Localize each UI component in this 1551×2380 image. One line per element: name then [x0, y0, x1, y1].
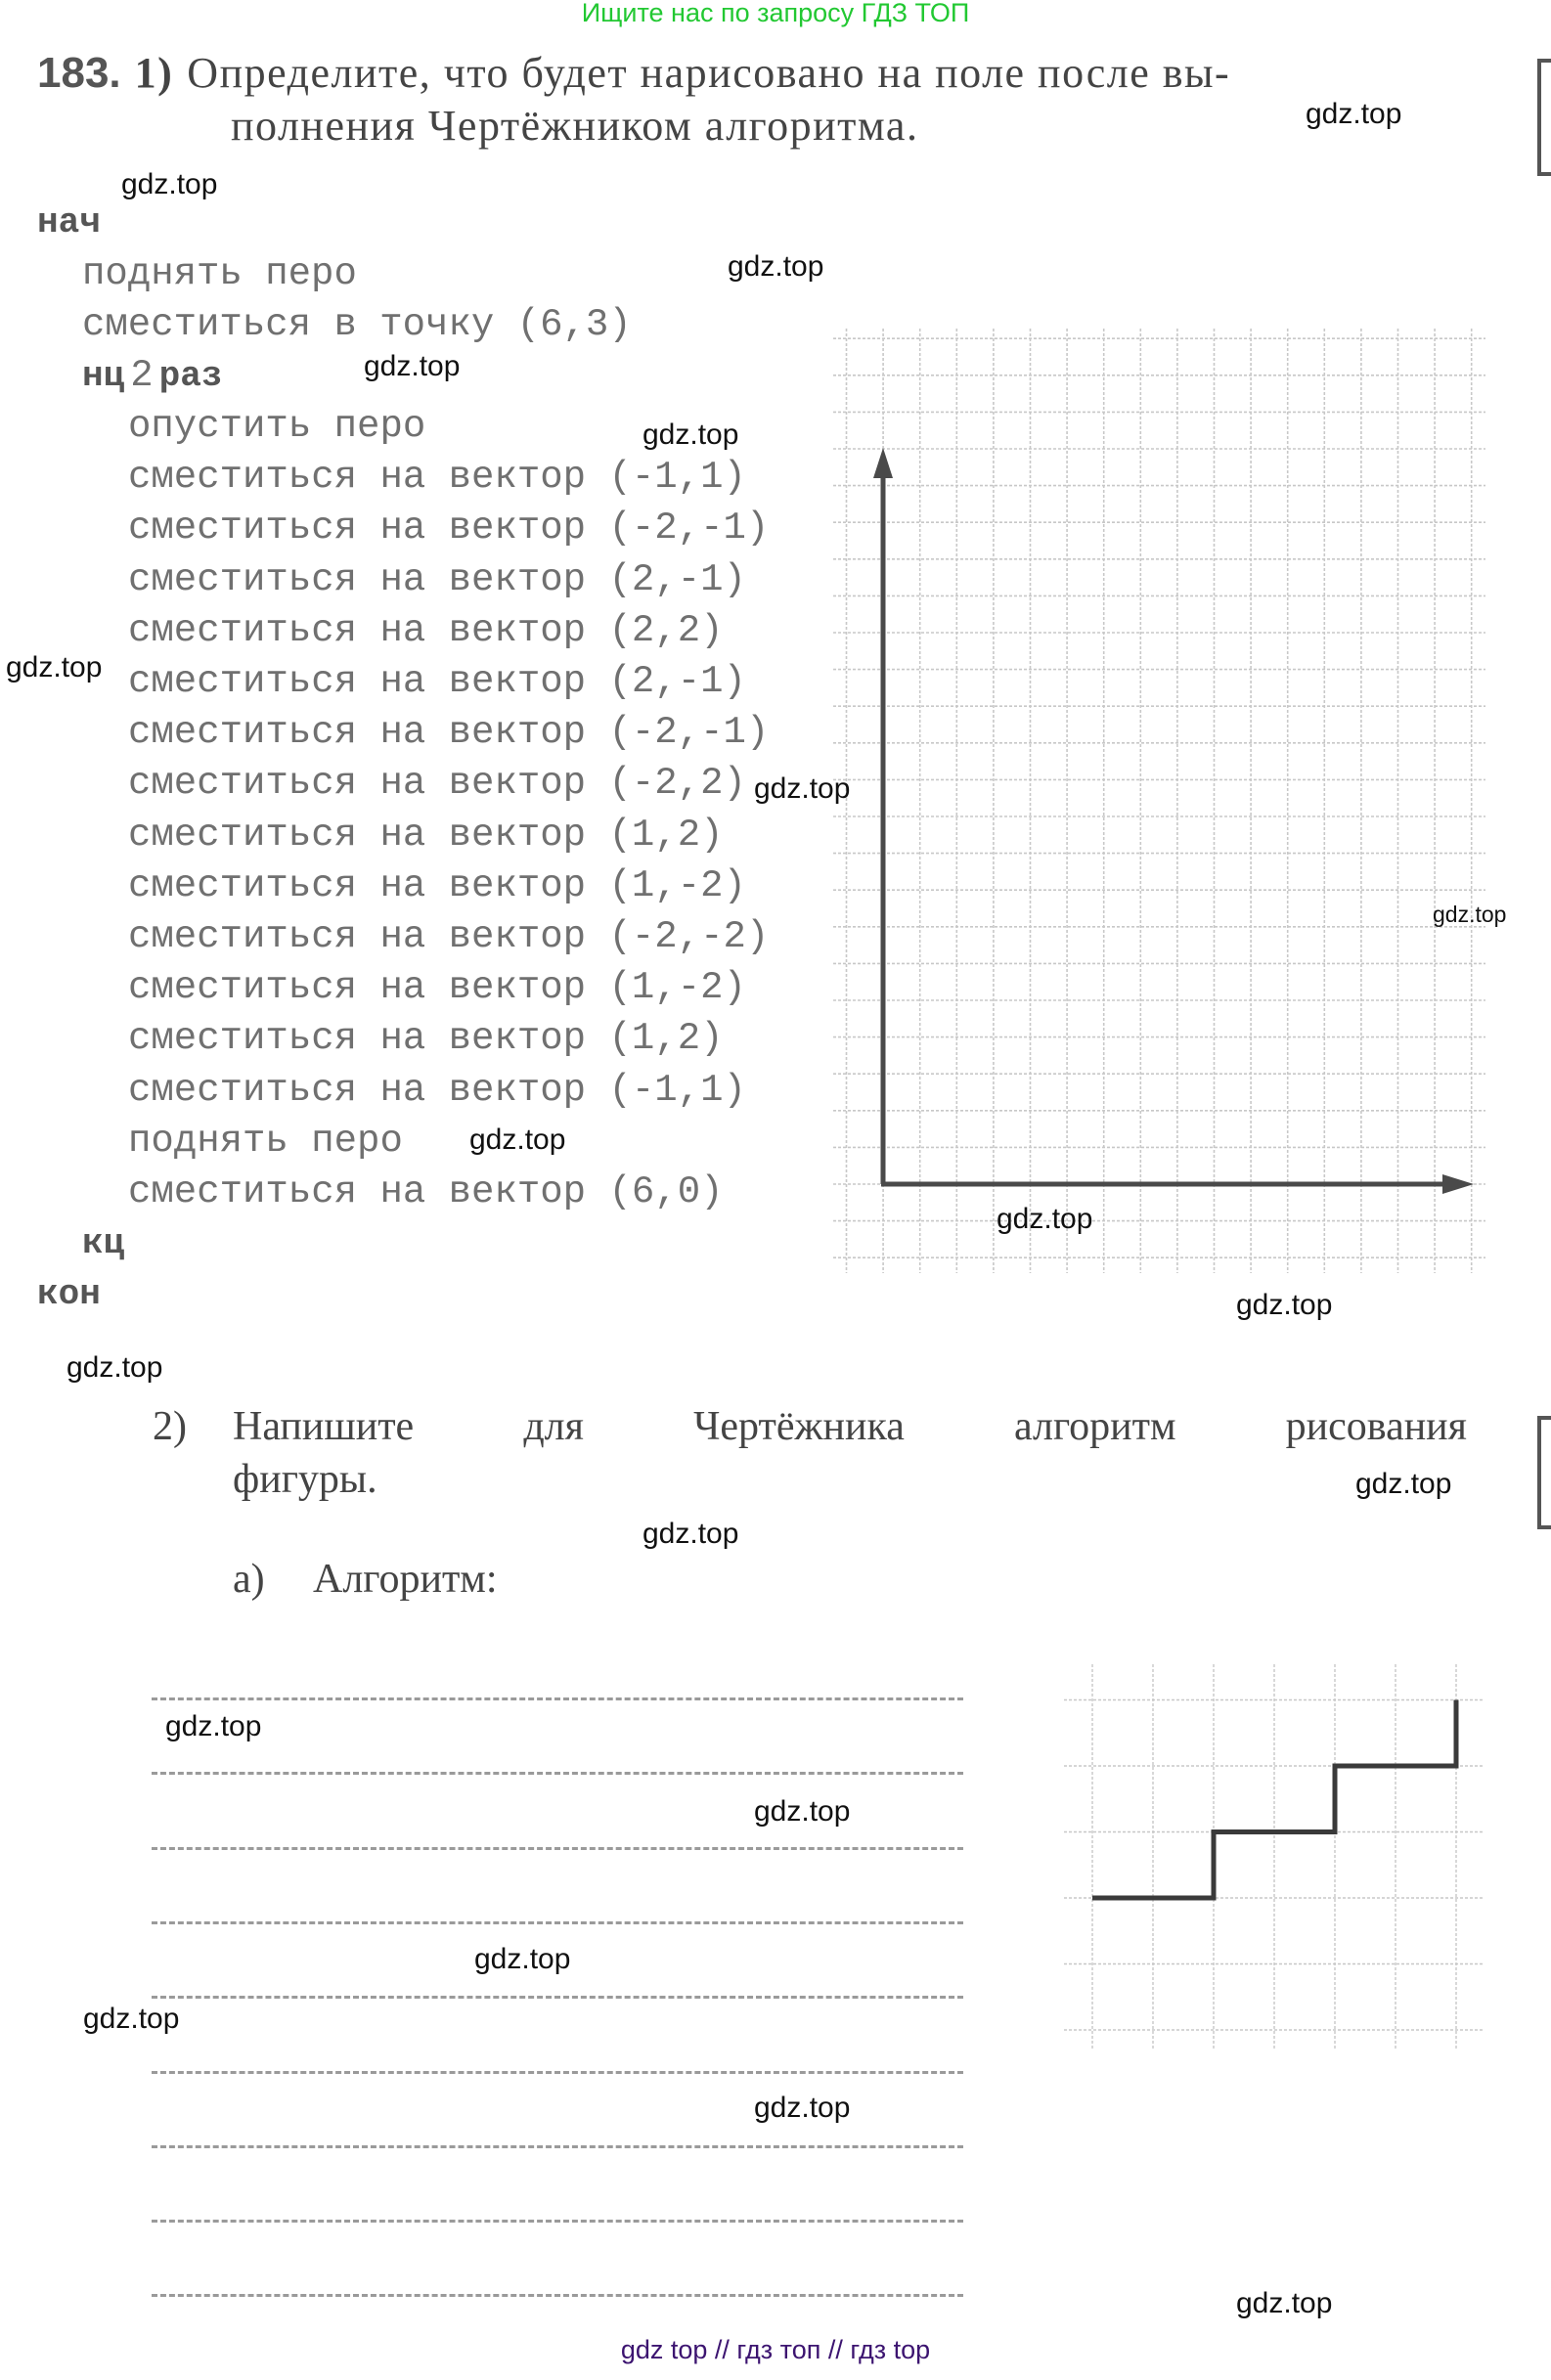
- margin-bracket-2: [1537, 1416, 1551, 1529]
- answer-line[interactable]: [152, 1847, 963, 1850]
- answer-line[interactable]: [152, 2220, 963, 2223]
- answer-line[interactable]: [152, 2145, 963, 2148]
- code-line: сместиться на вектор (6,0): [128, 1170, 724, 1213]
- watermark-text: gdz.top: [643, 1518, 739, 1550]
- code-line: сместиться на вектор (-2,-1): [128, 711, 770, 755]
- code-line: опустить перо: [128, 405, 426, 448]
- answer-line[interactable]: [152, 2071, 963, 2074]
- loop-header: [82, 350, 222, 402]
- code-line: поднять перо: [128, 1119, 403, 1163]
- task-number: 183.: [37, 49, 121, 97]
- code-line: сместиться на вектор (1,-2): [128, 966, 746, 1010]
- code-line: сместиться в точку (6,3): [82, 303, 632, 346]
- answer-line[interactable]: [152, 2294, 963, 2297]
- keyword-loop-start: нц: [82, 356, 125, 396]
- watermark-text: gdz.top: [728, 250, 824, 283]
- watermark-text: gdz.top: [1433, 902, 1507, 927]
- code-line: сместиться на вектор (1,2): [128, 813, 724, 857]
- code-line: сместиться на вектор (2,-1): [128, 660, 746, 703]
- code-line: сместиться на вектор (-2,-1): [128, 507, 770, 551]
- watermark-text: gdz.top: [643, 419, 739, 451]
- keyword-begin: нач: [37, 202, 101, 242]
- part1-text: Определите, что будет нарисовано на поле после вы-: [187, 49, 1231, 97]
- code-line: сместиться на вектор (-2,-2): [128, 915, 770, 958]
- watermark-text: gdz.top: [1306, 98, 1402, 130]
- code-line: сместиться на вектор (2,-1): [128, 557, 746, 601]
- answer-line[interactable]: [152, 1996, 963, 1999]
- watermark-text: gdz.top: [474, 1943, 571, 1975]
- watermark-text: gdz.top: [165, 1710, 262, 1742]
- part2-word: Чертёжника: [693, 1404, 905, 1449]
- code-line: сместиться на вектор (-1,1): [128, 1068, 746, 1112]
- part2a-title: Алгоритм:: [313, 1557, 498, 1602]
- watermark-text: gdz.top: [121, 168, 218, 200]
- watermark-text: gdz.top: [1236, 1289, 1333, 1321]
- part2-word: для: [523, 1404, 584, 1449]
- part2-line2: фигуры.: [233, 1457, 377, 1502]
- search-banner: Ищите нас по запросу ГДЗ ТОП: [581, 0, 970, 27]
- code-line: сместиться на вектор (1,2): [128, 1017, 724, 1061]
- part2-word: Напишите: [233, 1404, 415, 1449]
- watermark-text: gdz.top: [83, 2003, 180, 2035]
- code-line: сместиться на вектор (1,-2): [128, 863, 746, 907]
- watermark-text: gdz.top: [364, 350, 461, 382]
- code-line: поднять перо: [82, 252, 357, 295]
- watermark-text: gdz.top: [469, 1124, 566, 1156]
- coordinate-grid-field: [821, 323, 1496, 1281]
- watermark-text: gdz.top: [1236, 2287, 1333, 2319]
- keyword-end: кон: [37, 1274, 101, 1314]
- watermark-text: gdz.top: [6, 651, 103, 683]
- watermark-text: gdz.top: [997, 1203, 1093, 1235]
- answer-line[interactable]: [152, 1921, 963, 1924]
- part2-line1: [233, 1400, 1467, 1453]
- code-line: сместиться на вектор (2,2): [128, 608, 724, 652]
- code-line: сместиться на вектор (-2,2): [128, 762, 746, 806]
- task-title-line2: полнения Чертёжником алгоритма.: [231, 102, 919, 150]
- margin-bracket-1: [1537, 59, 1551, 176]
- keyword-loop-end: кц: [82, 1223, 125, 1263]
- part1-label: 1): [134, 49, 174, 97]
- watermark-text: gdz.top: [754, 772, 851, 805]
- watermark-text: gdz.top: [66, 1351, 163, 1384]
- watermark-text: gdz.top: [754, 1795, 851, 1828]
- answer-line[interactable]: [152, 1697, 963, 1700]
- loop-count: 2: [130, 354, 154, 397]
- staircase-figure-grid: [1056, 1657, 1496, 2058]
- watermark-text: gdz.top: [1355, 1468, 1452, 1500]
- part2a-label: а): [233, 1557, 265, 1602]
- watermark-text: gdz.top: [754, 2092, 851, 2124]
- part2-word: рисования: [1285, 1404, 1467, 1449]
- code-line: сместиться на вектор (-1,1): [128, 456, 746, 500]
- part2-word: алгоритм: [1013, 1404, 1176, 1449]
- keyword-times: раз: [158, 356, 223, 396]
- task-title-line1: [37, 47, 1230, 100]
- answer-line[interactable]: [152, 1772, 963, 1775]
- part2-label: 2): [153, 1404, 187, 1449]
- footer-links[interactable]: gdz top // гдз топ // гдз top: [620, 2335, 931, 2364]
